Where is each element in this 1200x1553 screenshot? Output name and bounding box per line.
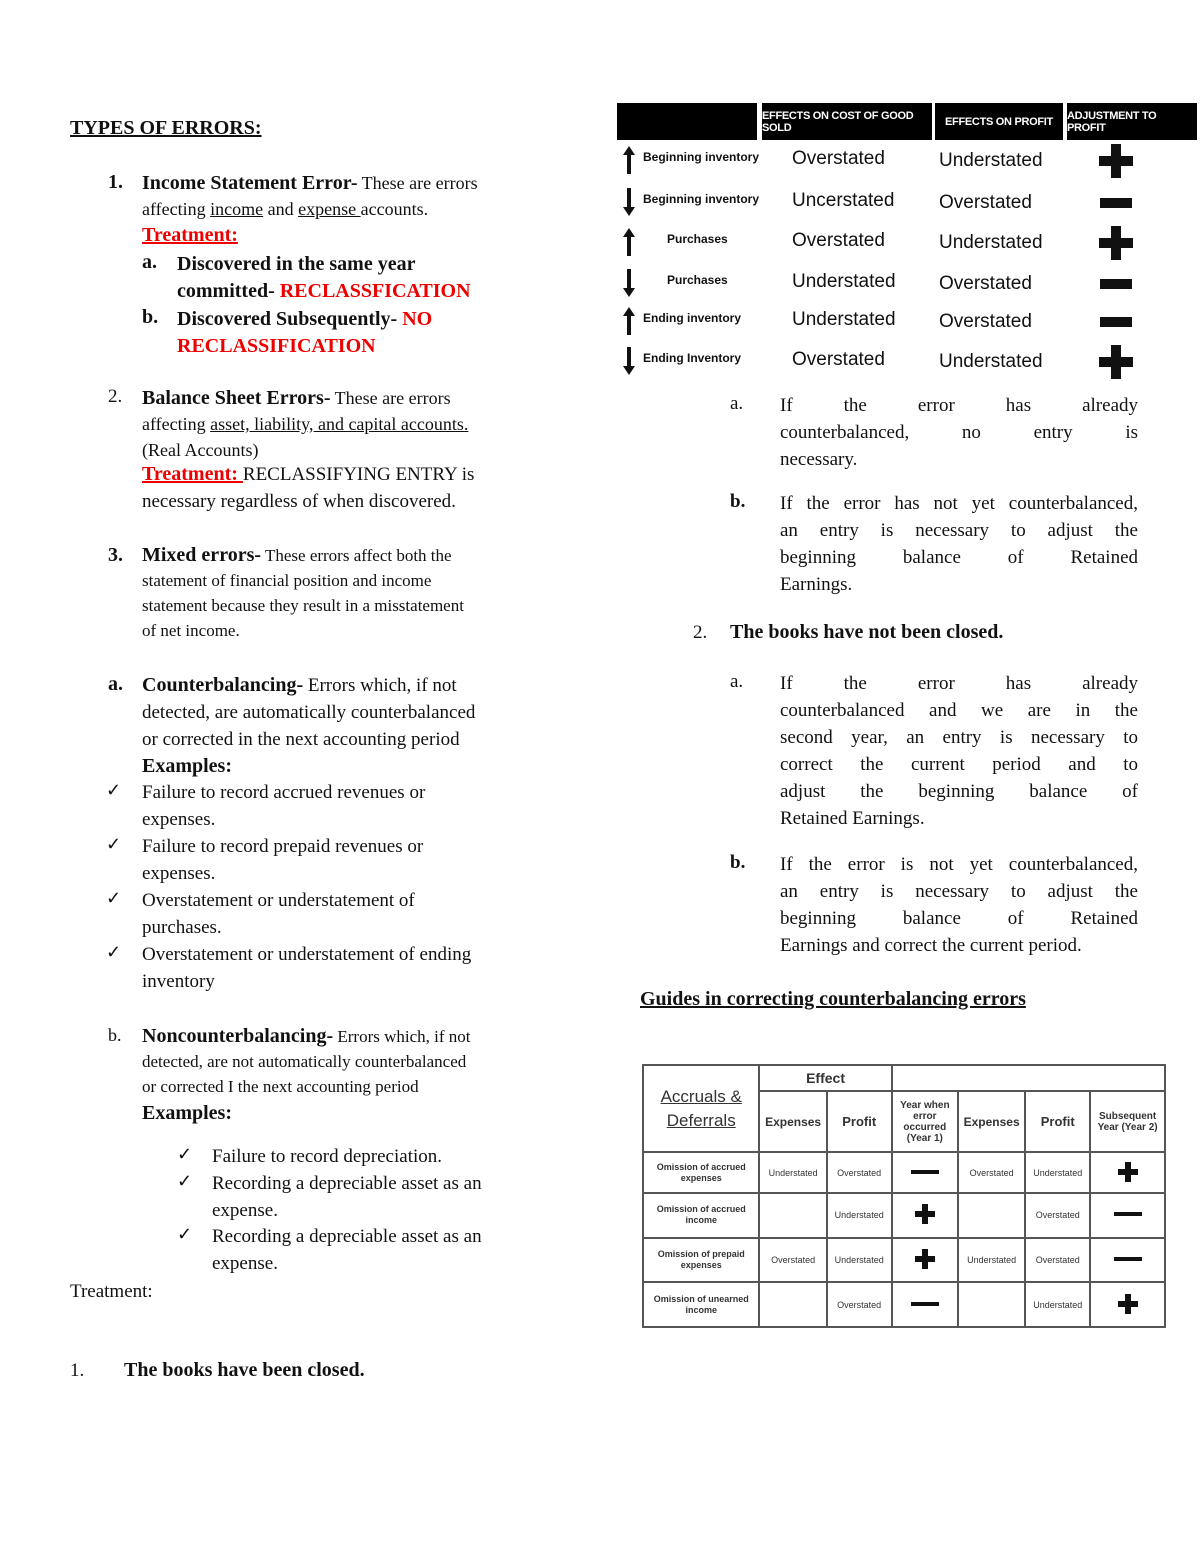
guide-col-header: Expenses [958, 1091, 1025, 1152]
minus-icon [1099, 305, 1133, 345]
guide-cell: Understated [827, 1193, 892, 1238]
guide-row-label: Omission of accrued expenses [643, 1152, 759, 1193]
guide-corner [643, 1065, 759, 1152]
cb-example-3-line1: Overstatement or understatement of [142, 890, 415, 911]
counterbalancing-line3: or corrected in the next accounting period [142, 729, 460, 750]
guide-cell: Overstated [827, 1152, 892, 1193]
effects-header-adjustment: ADJUSTMENT TO PROFIT [1067, 103, 1197, 140]
ncb-example-3-line2: expense. [212, 1253, 278, 1274]
section-3-heading: Mixed errors- [142, 544, 262, 566]
effects-row-label: Beginning inventory [643, 192, 760, 206]
guide-cell [958, 1193, 1025, 1238]
section-2-treatment-block [142, 461, 582, 515]
not-closed-a-mark: a. [730, 671, 744, 692]
effects-header-profit: EFFECTS ON PROFIT [935, 103, 1063, 140]
closed-a-mark: a. [730, 393, 744, 414]
guide-row [643, 1282, 1165, 1327]
guides-title: Guides in correcting counterbalancing errors [640, 988, 1026, 1010]
effects-header-cogs: EFFECTS ON COST OF GOOD SOLD [762, 103, 932, 140]
effects-row-profit: Understated [939, 150, 1043, 171]
section-3-number: 3. [108, 544, 123, 566]
section-1-b-text [177, 306, 432, 360]
cb-example-4-line1: Overstatement or understatement of ending [142, 944, 472, 965]
guide-cell [759, 1282, 826, 1327]
closed-a-line2: counterbalanced, no entry is [780, 422, 1138, 443]
section-2-real-accounts: (Real Accounts) [142, 440, 259, 460]
effects-row-label: Ending inventory [643, 311, 742, 325]
plus-icon [1099, 226, 1133, 266]
guide-row [643, 1238, 1165, 1283]
effects-row-cogs: Uncerstated [792, 190, 895, 211]
check-icon: ✓ [106, 888, 122, 908]
section-2-treatment-text: RECLASSIFYING ENTRY is [242, 464, 475, 485]
not-closed-b-mark: b. [730, 852, 746, 873]
section-1-accounts: accounts. [360, 199, 429, 219]
minus-icon [1090, 1193, 1165, 1238]
not-closed-b-last: Earnings and correct the current period. [780, 935, 1082, 956]
check-icon: ✓ [177, 1144, 193, 1164]
section-2-treatment-line2: necessary regardless of when discovered. [142, 491, 456, 512]
minus-icon [892, 1152, 958, 1193]
section-1-a-text [177, 251, 471, 305]
section-1-heading: Income Statement Error- [142, 172, 358, 194]
ncb-example-2-line2: expense. [212, 1200, 278, 1221]
guide-cell: Overstated [958, 1152, 1025, 1193]
inventory-effects-table [617, 103, 1197, 388]
ncb-example-1-line1: Failure to record depreciation. [212, 1146, 443, 1167]
closed-a-last: necessary. [780, 449, 858, 470]
noncounterbalancing-line2: detected, are not automatically counterbalanced [142, 1052, 467, 1071]
minus-icon [892, 1282, 958, 1327]
guide-col-header: Subsequent Year (Year 2) [1090, 1091, 1165, 1152]
minus-icon [1099, 186, 1133, 226]
section-1-income: income [210, 199, 264, 219]
effects-row-label: Beginning inventory [643, 150, 760, 164]
closed-a-line1: If the error has already [780, 395, 1138, 416]
plus-icon [892, 1193, 958, 1238]
section-1-a-line1: Discovered in the same year [177, 253, 416, 275]
arrow-down-icon [623, 269, 631, 302]
check-icon: ✓ [177, 1224, 193, 1244]
minus-icon [1090, 1238, 1165, 1283]
section-1-treatment: Treatment: [142, 224, 238, 246]
ncb-example-3-line1: Recording a depreciable asset as an [212, 1226, 482, 1247]
not-closed-a-line4: correct the current period and to [780, 754, 1138, 775]
closed-b-line3: beginning balance of Retained [780, 547, 1138, 568]
not-closed-b-text [780, 851, 1138, 959]
plus-icon [892, 1238, 958, 1283]
effects-row-profit: Overstated [939, 192, 1032, 213]
guide-cell: Overstated [827, 1282, 892, 1327]
section-1-number: 1. [108, 171, 123, 193]
guide-col-header: Profit [827, 1091, 892, 1152]
books-closed-heading: The books have been closed. [124, 1359, 365, 1381]
ncb-example-3 [212, 1223, 482, 1277]
effects-row-cogs: Overstated [792, 230, 885, 251]
books-closed-number: 1. [70, 1360, 85, 1381]
arrow-up-icon [623, 307, 631, 340]
noncounterbalancing-line3: or corrected I the next accounting period [142, 1077, 419, 1096]
guide-cell: Overstated [1025, 1193, 1090, 1238]
not-closed-b-line1: If the error is not yet counterbalanced, [780, 854, 1138, 875]
not-closed-a-line2: counterbalanced and we are in the [780, 700, 1138, 721]
guide-cell: Overstated [1025, 1238, 1090, 1283]
effects-row-label: Purchases [667, 273, 728, 287]
cb-example-2 [142, 833, 423, 887]
noncounterbalancing-mark: b. [108, 1025, 122, 1045]
section-1-a-line2: committed- [177, 280, 280, 302]
guide-row-label: Omission of accrued income [643, 1193, 759, 1238]
guide-cell: Overstated [759, 1238, 826, 1283]
effects-row-profit: Understated [939, 232, 1043, 253]
section-1-and: and [263, 199, 299, 219]
not-closed-number: 2. [693, 622, 708, 643]
ncb-example-2 [212, 1170, 482, 1224]
arrow-down-icon [623, 188, 631, 221]
effects-row-label: Purchases [667, 232, 728, 246]
counterbalancing-mark: a. [108, 673, 123, 695]
ncb-example-1 [212, 1143, 442, 1170]
types-of-errors-title: TYPES OF ERRORS: [70, 117, 262, 139]
not-closed-heading: The books have not been closed. [730, 621, 1004, 643]
guide-col-header: Year when error occurred (Year 1) [892, 1091, 958, 1152]
section-2-accounts-list: asset, liability, and capital accounts. [210, 414, 469, 434]
effects-row-cogs: Understated [792, 309, 896, 330]
guide-row-label: Omission of prepaid expenses [643, 1238, 759, 1283]
section-3-line1: These errors affect both the [261, 546, 452, 565]
section-1-income-statement [142, 170, 572, 222]
section-1-desc-b1: affecting [142, 199, 211, 219]
guide-effect-header: Effect [759, 1065, 891, 1091]
effects-header-blank [617, 103, 757, 140]
minus-icon [1099, 267, 1133, 307]
guide-row [643, 1152, 1165, 1193]
guide-cell: Understated [958, 1238, 1025, 1283]
guide-cell: Understated [827, 1238, 892, 1283]
cb-example-1 [142, 779, 425, 833]
section-3-mixed-errors [142, 543, 582, 643]
guide-row [643, 1193, 1165, 1238]
not-closed-b-line2: an entry is necessary to adjust the [780, 881, 1138, 902]
cb-example-3 [142, 887, 415, 941]
check-icon: ✓ [106, 780, 122, 800]
cb-example-3-line2: purchases. [142, 917, 222, 938]
reclassification-label: RECLASSIFICATION [177, 335, 376, 357]
section-3-line3: statement because they result in a misstatement [142, 596, 464, 615]
counterbalancing-block [142, 672, 582, 780]
section-3-line4: of net income. [142, 621, 240, 640]
section-2-heading: Balance Sheet Errors- [142, 387, 331, 409]
section-1-b-line1: Discovered Subsequently- [177, 308, 403, 330]
effects-row-cogs: Overstated [792, 148, 885, 169]
noncounterbalancing-heading: Noncounterbalancing- [142, 1025, 334, 1047]
guide-cell: Understated [1025, 1152, 1090, 1193]
cb-example-1-line2: expenses. [142, 809, 216, 830]
section-1-expense: expense [298, 199, 361, 219]
not-closed-a-line3: second year, an entry is necessary to [780, 727, 1138, 748]
effects-row-cogs: Overstated [792, 349, 885, 370]
guide-corner-line2: Deferrals [666, 1110, 736, 1130]
guide-row-label: Omission of unearned income [643, 1282, 759, 1327]
effects-row-cogs: Understated [792, 271, 896, 292]
arrow-down-icon [623, 347, 631, 380]
guide-cell [958, 1282, 1025, 1327]
section-2-desc-a: These are errors [330, 388, 451, 408]
guide-blank-header [892, 1065, 1165, 1091]
plus-icon [1090, 1152, 1165, 1193]
guide-corner-line1: Accruals & [660, 1086, 742, 1106]
effects-row-label: Ending Inventory [643, 351, 742, 365]
cb-example-4 [142, 941, 471, 995]
counterbalancing-guide-table [642, 1064, 1166, 1328]
not-closed-a-text [780, 670, 1138, 832]
plus-icon [1090, 1282, 1165, 1327]
section-3-line2: statement of financial position and income [142, 571, 432, 590]
no-label: NO [402, 308, 433, 330]
section-2-treatment: Treatment: [142, 463, 243, 485]
section-1-b-mark: b. [142, 306, 159, 328]
closed-b-mark: b. [730, 491, 746, 512]
ncb-example-2-line1: Recording a depreciable asset as an [212, 1173, 482, 1194]
treatment-label: Treatment: [70, 1281, 153, 1302]
noncounterbalancing-examples: Examples: [142, 1102, 232, 1124]
closed-b-text [780, 490, 1138, 598]
section-2-desc-b1: affecting [142, 414, 211, 434]
not-closed-a-last: Retained Earnings. [780, 808, 925, 829]
counterbalancing-line2: detected, are automatically counterbalanced [142, 702, 476, 723]
guide-cell: Understated [1025, 1282, 1090, 1327]
guide-cell: Understated [759, 1152, 826, 1193]
section-2-balance-sheet [142, 385, 582, 463]
closed-a-text [780, 392, 1138, 473]
reclassfication-label: RECLASSFICATION [279, 280, 471, 302]
cb-example-1-line1: Failure to record accrued revenues or [142, 782, 426, 803]
effects-row-profit: Overstated [939, 273, 1032, 294]
cb-example-2-line1: Failure to record prepaid revenues or [142, 836, 424, 857]
not-closed-a-line1: If the error has already [780, 673, 1138, 694]
closed-b-line2: an entry is necessary to adjust the [780, 520, 1138, 541]
guide-cell [759, 1193, 826, 1238]
guide-col-header: Expenses [759, 1091, 826, 1152]
effects-row-profit: Understated [939, 351, 1043, 372]
section-1-a-mark: a. [142, 251, 157, 273]
effects-row-profit: Overstated [939, 311, 1032, 332]
arrow-up-icon [623, 228, 631, 261]
section-2-number: 2. [108, 386, 123, 407]
section-1-desc-a: These are errors [357, 173, 478, 193]
closed-b-last: Earnings. [780, 574, 853, 595]
counterbalancing-examples: Examples: [142, 755, 232, 777]
check-icon: ✓ [177, 1171, 193, 1191]
counterbalancing-line1: Errors which, if not [303, 675, 457, 696]
not-closed-a-line5: adjust the beginning balance of [780, 781, 1138, 802]
noncounterbalancing-block [142, 1024, 582, 1127]
check-icon: ✓ [106, 834, 122, 854]
cb-example-4-line2: inventory [142, 971, 215, 992]
arrow-up-icon [623, 146, 631, 179]
counterbalancing-heading: Counterbalancing- [142, 674, 304, 696]
guide-col-header: Profit [1025, 1091, 1090, 1152]
cb-example-2-line2: expenses. [142, 863, 216, 884]
plus-icon [1099, 144, 1133, 184]
check-icon: ✓ [106, 942, 122, 962]
noncounterbalancing-line1: Errors which, if not [333, 1027, 471, 1046]
not-closed-b-line3: beginning balance of Retained [780, 908, 1138, 929]
plus-icon [1099, 345, 1133, 385]
closed-b-line1: If the error has not yet counterbalanced, [780, 493, 1138, 514]
